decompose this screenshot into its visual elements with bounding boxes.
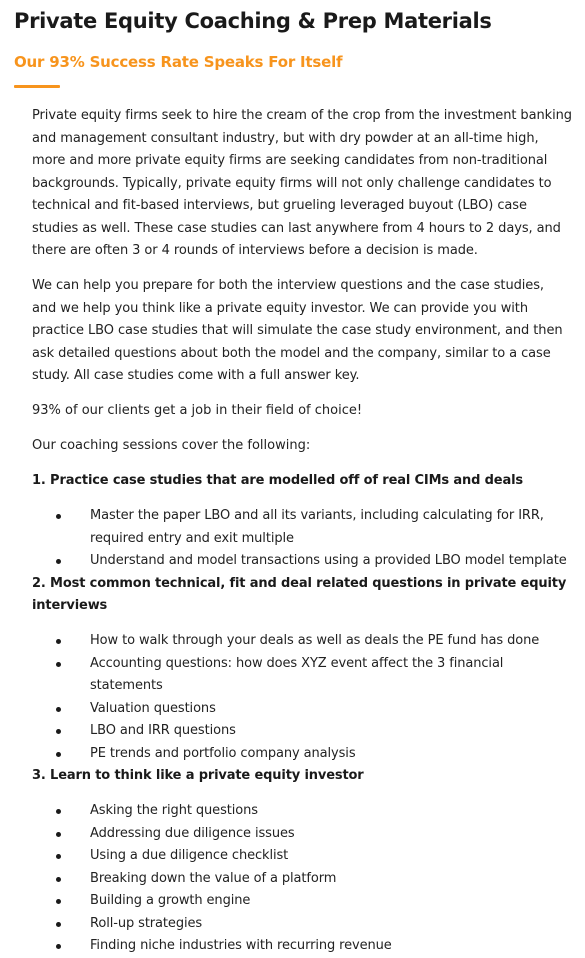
bullet-icon (56, 752, 61, 757)
list-item (32, 698, 572, 721)
bullet-icon (56, 809, 61, 814)
bullet-icon (56, 707, 61, 712)
section-list-case-studies (32, 505, 572, 573)
bullet-icon (56, 944, 61, 949)
list-item-text: Accounting questions: how does XYZ event affect the 3 financial statements (90, 655, 504, 693)
article-body (32, 105, 572, 958)
bullet-icon (56, 559, 61, 564)
bullet-icon (56, 662, 61, 667)
bullet-icon (56, 832, 61, 837)
list-item (32, 890, 572, 913)
accent-underline (14, 85, 60, 88)
list-item (32, 630, 572, 653)
list-item-text: Understand and model transactions using a provided LBO model template (90, 553, 567, 568)
intro-paragraph: Private equity firms seek to hire the cream of the crop from the investment banking and management consultant industry, but with dry powder at an all-time high, more and more private equity firms are seeking candidates from non-traditional backgrounds. Typically, private equity firms will not only challenge candidates to technical and fit-based interviews, but grueling leveraged buyout (LBO) case studies as well. These case studies can last anywhere from 4 hours to 2 days, and there are often 3 or 4 rounds of interviews before a decision is made. (32, 108, 572, 258)
list-item (32, 823, 572, 846)
list-item-text: Valuation questions (90, 700, 216, 716)
section-list-investor-thinking (32, 800, 572, 958)
list-item-text: Roll-up strategies (90, 915, 203, 931)
list-item-text: How to walk through your deals as well as deals the PE fund has done (90, 633, 540, 648)
coverage-intro-paragraph: Our coaching sessions cover the following: (32, 438, 311, 453)
bullet-icon (56, 899, 61, 904)
list-item (32, 743, 572, 766)
list-item (32, 845, 572, 868)
page-subtitle: Our 93% Success Rate Speaks For Itself (14, 53, 343, 71)
bullet-icon (56, 729, 61, 734)
section-list-interview-questions (32, 630, 572, 765)
list-item (32, 653, 572, 698)
list-item (32, 935, 572, 958)
list-item-text: Asking the right questions (90, 803, 258, 818)
list-item-text: Breaking down the value of a platform (90, 870, 337, 886)
list-item-text: Building a growth engine (90, 893, 251, 908)
bullet-icon (56, 877, 61, 882)
list-item (32, 550, 572, 573)
bullet-icon (56, 514, 61, 519)
section-heading-interview-questions: 2. Most common technical, fit and deal related questions in private equity interviews (32, 575, 567, 613)
section-heading-investor-thinking: 3. Learn to think like a private equity investor (32, 768, 364, 783)
page-title: Private Equity Coaching & Prep Materials (14, 9, 492, 33)
list-item (32, 800, 572, 823)
bullet-icon (56, 639, 61, 644)
list-item-text: Addressing due diligence issues (90, 825, 295, 841)
list-item (32, 913, 572, 936)
list-item (32, 868, 572, 891)
services-paragraph: We can help you prepare for both the interview questions and the case studies, and we help you think like a private equity investor. We can provide you with practice LBO case studies that will simulate the case study environment, and then ask detailed questions about both the model and the company, similar to a case study. All case studies come with a full answer key. (32, 278, 563, 383)
success-rate-paragraph: 93% of our clients get a job in their field of choice! (32, 403, 363, 418)
bullet-icon (56, 854, 61, 859)
list-item (32, 505, 572, 550)
list-item-text: Master the paper LBO and all its variants, including calculating for IRR, required entry and exit multiple (90, 508, 544, 546)
list-item-text: PE trends and portfolio company analysis (90, 745, 356, 761)
bullet-icon (56, 922, 61, 927)
list-item-text: Finding niche industries with recurring revenue (90, 938, 392, 953)
list-item-text: LBO and IRR questions (90, 723, 236, 738)
section-heading-case-studies: 1. Practice case studies that are modelled off of real CIMs and deals (32, 473, 523, 488)
list-item (32, 720, 572, 743)
list-item-text: Using a due diligence checklist (90, 848, 289, 863)
